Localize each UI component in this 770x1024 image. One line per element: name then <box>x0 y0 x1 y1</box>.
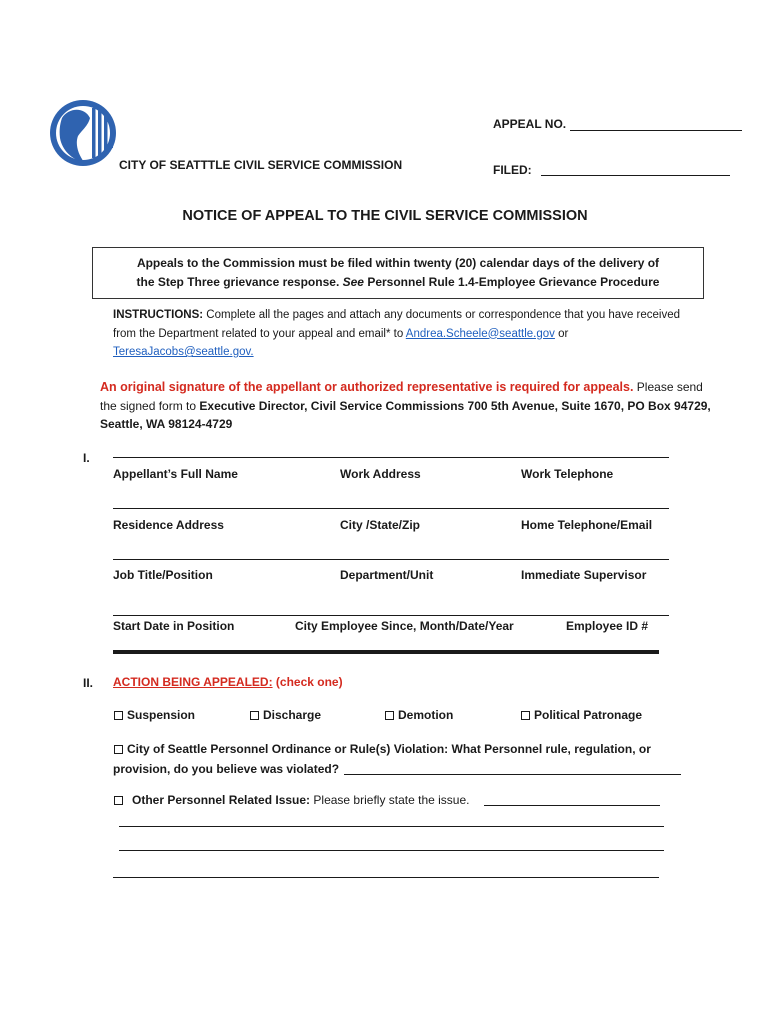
option-political-patronage-label: Political Patronage <box>534 708 643 722</box>
option-suspension-label: Suspension <box>127 708 196 722</box>
instructions <box>113 306 693 362</box>
checkbox-icon <box>521 711 530 720</box>
instructions-text: Complete all the pages and attach any documents or correspondence that you have received from the Department related to your appeal and email* to <box>113 309 681 340</box>
label-full-name: Appellant’s Full Name <box>113 467 238 481</box>
label-city-state-zip: City /State/Zip <box>340 518 421 532</box>
filed-field[interactable] <box>541 175 730 176</box>
other-issue-text: Please briefly state the issue. <box>313 793 470 807</box>
label-job-title: Job Title/Position <box>113 568 213 582</box>
label-department-unit: Department/Unit <box>340 568 434 582</box>
rule-violation-label: City of Seattle Personnel Ordinance or Rule(s) Violation: What Personnel rule, regulation, or <box>127 742 651 756</box>
checkbox-icon <box>114 745 123 754</box>
checkbox-icon <box>114 711 123 720</box>
other-issue-label: Other Personnel Related Issue: <box>132 793 311 807</box>
row-2-input-line[interactable] <box>113 508 669 509</box>
instructions-or: or <box>558 327 569 340</box>
checkbox-icon <box>385 711 394 720</box>
row-4-input-line[interactable] <box>113 615 669 616</box>
seattle-logo <box>48 96 118 170</box>
action-heading-suffix: (check one) <box>275 675 343 689</box>
checkbox-demotion[interactable] <box>385 708 453 722</box>
other-issue-field-1[interactable] <box>484 805 660 806</box>
notice-see: See <box>342 275 364 289</box>
mailing-address: Executive Director, Civil Service Commissions 700 5th Avenue, Suite 1670, PO Box 94729, Seattle, WA 98124-4729 <box>100 398 711 431</box>
deadline-notice <box>92 247 704 299</box>
checkbox-icon <box>114 796 123 805</box>
action-heading <box>113 675 343 689</box>
rule-violation-field[interactable] <box>344 774 681 775</box>
notice-line-2a: the Step Three grievance response. <box>136 275 340 289</box>
label-start-date: Start Date in Position <box>113 619 235 633</box>
page-title: NOTICE OF APPEAL TO THE CIVIL SERVICE COMMISSION <box>182 208 588 224</box>
option-discharge-label: Discharge <box>263 708 322 722</box>
checkbox-suspension[interactable] <box>114 708 195 722</box>
email-link-scheele[interactable]: Andrea.Scheele@seattle.gov <box>405 327 555 340</box>
label-work-address: Work Address <box>340 467 421 481</box>
option-demotion-label: Demotion <box>398 708 454 722</box>
section-1-numeral: I. <box>83 451 90 465</box>
other-issue-field-3[interactable] <box>119 850 664 851</box>
email-link-jacobs[interactable]: TeresaJacobs@seattle.gov. <box>113 346 254 358</box>
label-work-telephone: Work Telephone <box>521 467 614 481</box>
checkbox-other-issue[interactable] <box>114 793 470 807</box>
org-name: CITY OF SEATTTLE CIVIL SERVICE COMMISSION <box>119 158 403 172</box>
other-issue-field-4[interactable] <box>113 877 659 878</box>
label-immediate-supervisor: Immediate Supervisor <box>521 568 647 582</box>
checkbox-rule-violation[interactable] <box>114 742 651 756</box>
checkbox-icon <box>250 711 259 720</box>
label-employee-id: Employee ID # <box>566 619 649 633</box>
other-issue-field-2[interactable] <box>119 826 664 827</box>
appeal-no-field[interactable] <box>570 130 742 131</box>
checkbox-political-patronage[interactable] <box>521 708 642 722</box>
label-residence-address: Residence Address <box>113 518 224 532</box>
appeal-no-label: APPEAL NO. <box>493 117 567 131</box>
instructions-label: INSTRUCTIONS: <box>113 309 204 321</box>
notice-line-2b: Personnel Rule 1.4-Employee Grievance Procedure <box>367 275 660 289</box>
notice-line-1: Appeals to the Commission must be filed within twenty (20) calendar days of the delivery of <box>136 256 660 270</box>
signature-notice <box>100 378 720 434</box>
row-1-input-line[interactable] <box>113 457 669 458</box>
action-heading-label: ACTION BEING APPEALED: <box>113 675 273 689</box>
checkbox-discharge[interactable] <box>250 708 321 722</box>
label-home-telephone-email: Home Telephone/Email <box>521 518 653 532</box>
section-2-numeral: II. <box>83 676 94 690</box>
rule-violation-question: provision, do you believe was violated? <box>113 762 340 776</box>
signature-send-text: Please send the signed form to <box>100 380 703 413</box>
signature-requirement: An original signature of the appellant or authorized representative is required for appeals. <box>100 380 634 394</box>
section-divider <box>113 650 659 654</box>
row-3-input-line[interactable] <box>113 559 669 560</box>
notice-line-2 <box>93 273 703 292</box>
label-city-employee-since: City Employee Since, Month/Date/Year <box>295 619 514 633</box>
filed-label: FILED: <box>493 163 532 177</box>
